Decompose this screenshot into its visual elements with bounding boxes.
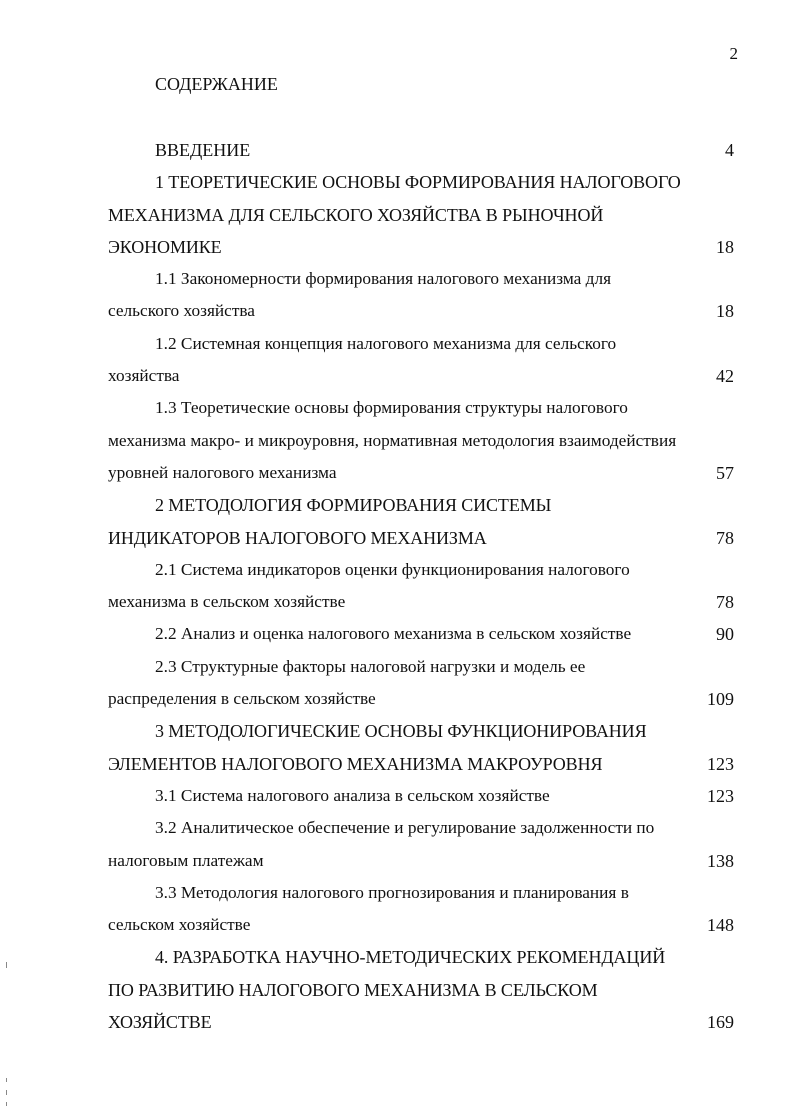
toc-entry-page: 109: [707, 689, 734, 710]
toc-entry-page: 57: [716, 462, 734, 483]
toc-entry-introduction: [108, 134, 734, 166]
toc-entry-text: 3 МЕТОДОЛОГИЧЕСКИЕ ОСНОВЫ ФУНКЦИОНИРОВАНИЯ ЭЛЕМЕНТОВ НАЛОГОВОГО МЕХАНИЗМА МАКРОУРОВНЯ: [108, 721, 647, 774]
toc-entry-section-3-3: [108, 877, 734, 942]
toc-entry-page: 123: [707, 753, 734, 774]
toc-entry-page: 123: [707, 785, 734, 806]
page-number: 2: [729, 44, 738, 63]
table-of-contents: [108, 134, 734, 1038]
toc-entry-text: 3.2 Аналитическое обеспечение и регулирование задолженности по налоговым платежам: [108, 818, 655, 870]
toc-entry-section-2-1: [108, 554, 734, 619]
toc-entry-section-2-2: [108, 618, 734, 650]
toc-entry-page: 169: [707, 1012, 734, 1033]
toc-entry-text: 4. РАЗРАБОТКА НАУЧНО-МЕТОДИЧЕСКИХ РЕКОМЕНДАЦИЙ ПО РАЗВИТИЮ НАЛОГОВОГО МЕХАНИЗМА В СЕЛЬСКОМ ХОЗЯЙСТВЕ: [108, 947, 666, 1033]
toc-entry-page: 42: [716, 366, 734, 387]
page-title: СОДЕРЖАНИЕ: [155, 74, 278, 94]
toc-entry-page: 78: [716, 527, 734, 548]
toc-entry-section-1-1: [108, 263, 734, 328]
toc-entry-page: 18: [716, 236, 734, 257]
toc-entry-chapter-3: [108, 715, 734, 780]
toc-entry-text: 1 ТЕОРЕТИЧЕСКИЕ ОСНОВЫ ФОРМИРОВАНИЯ НАЛОГОВОГО МЕХАНИЗМА ДЛЯ СЕЛЬСКОГО ХОЗЯЙСТВА В РЫНОЧНОЙ ЭКОНОМИКЕ: [108, 172, 681, 257]
toc-entry-page: 90: [716, 624, 734, 645]
toc-entry-section-1-2: [108, 328, 734, 393]
toc-entry-text: 1.1 Закономерности формирования налогового механизма для сельского хозяйства: [108, 269, 612, 321]
toc-entry-section-3-2: [108, 812, 734, 877]
toc-entry-text: 2.2 Анализ и оценка налогового механизма в сельском хозяйстве: [155, 624, 632, 644]
toc-entry-chapter-1: [108, 166, 734, 263]
toc-entry-text: ВВЕДЕНИЕ: [155, 140, 251, 160]
toc-entry-text: 2.3 Структурные факторы налоговой нагрузки и модель ее распределения в сельском хозяйстве: [108, 656, 586, 709]
toc-entry-text: 3.3 Методология налогового прогнозирования и планирования в сельском хозяйстве: [108, 882, 629, 935]
toc-entry-page: 138: [707, 850, 734, 871]
toc-entry-page: 4: [725, 140, 734, 160]
scan-margin-mark: [6, 1102, 7, 1106]
toc-entry-text: 2 МЕТОДОЛОГИЯ ФОРМИРОВАНИЯ СИСТЕМЫ ИНДИКАТОРОВ НАЛОГОВОГО МЕХАНИЗМА: [108, 495, 552, 548]
scan-margin-mark: [6, 1090, 7, 1095]
toc-entry-text: 3.1 Система налогового анализа в сельском хозяйстве: [155, 785, 550, 805]
toc-entry-chapter-4: [108, 941, 734, 1038]
toc-entry-page: 18: [716, 301, 734, 322]
toc-entry-text: 1.3 Теоретические основы формирования структуры налогового механизма макро- и микроуровня, нормативная методология взаимодействия уровней налогового механизма: [108, 398, 677, 482]
toc-entry-section-1-3: [108, 392, 734, 489]
scan-margin-mark: [6, 962, 7, 968]
scan-margin-mark: [6, 1078, 7, 1082]
toc-entry-page: 148: [707, 915, 734, 936]
toc-entry-page: 78: [716, 592, 734, 613]
toc-entry-text: 2.1 Система индикаторов оценки функционирования налогового механизма в сельском хозяйстве: [108, 559, 630, 612]
toc-entry-section-2-3: [108, 651, 734, 716]
toc-entry-text: 1.2 Системная концепция налогового механизма для сельского хозяйства: [108, 333, 617, 386]
toc-entry-section-3-1: [108, 780, 734, 812]
toc-entry-chapter-2: [108, 489, 734, 554]
